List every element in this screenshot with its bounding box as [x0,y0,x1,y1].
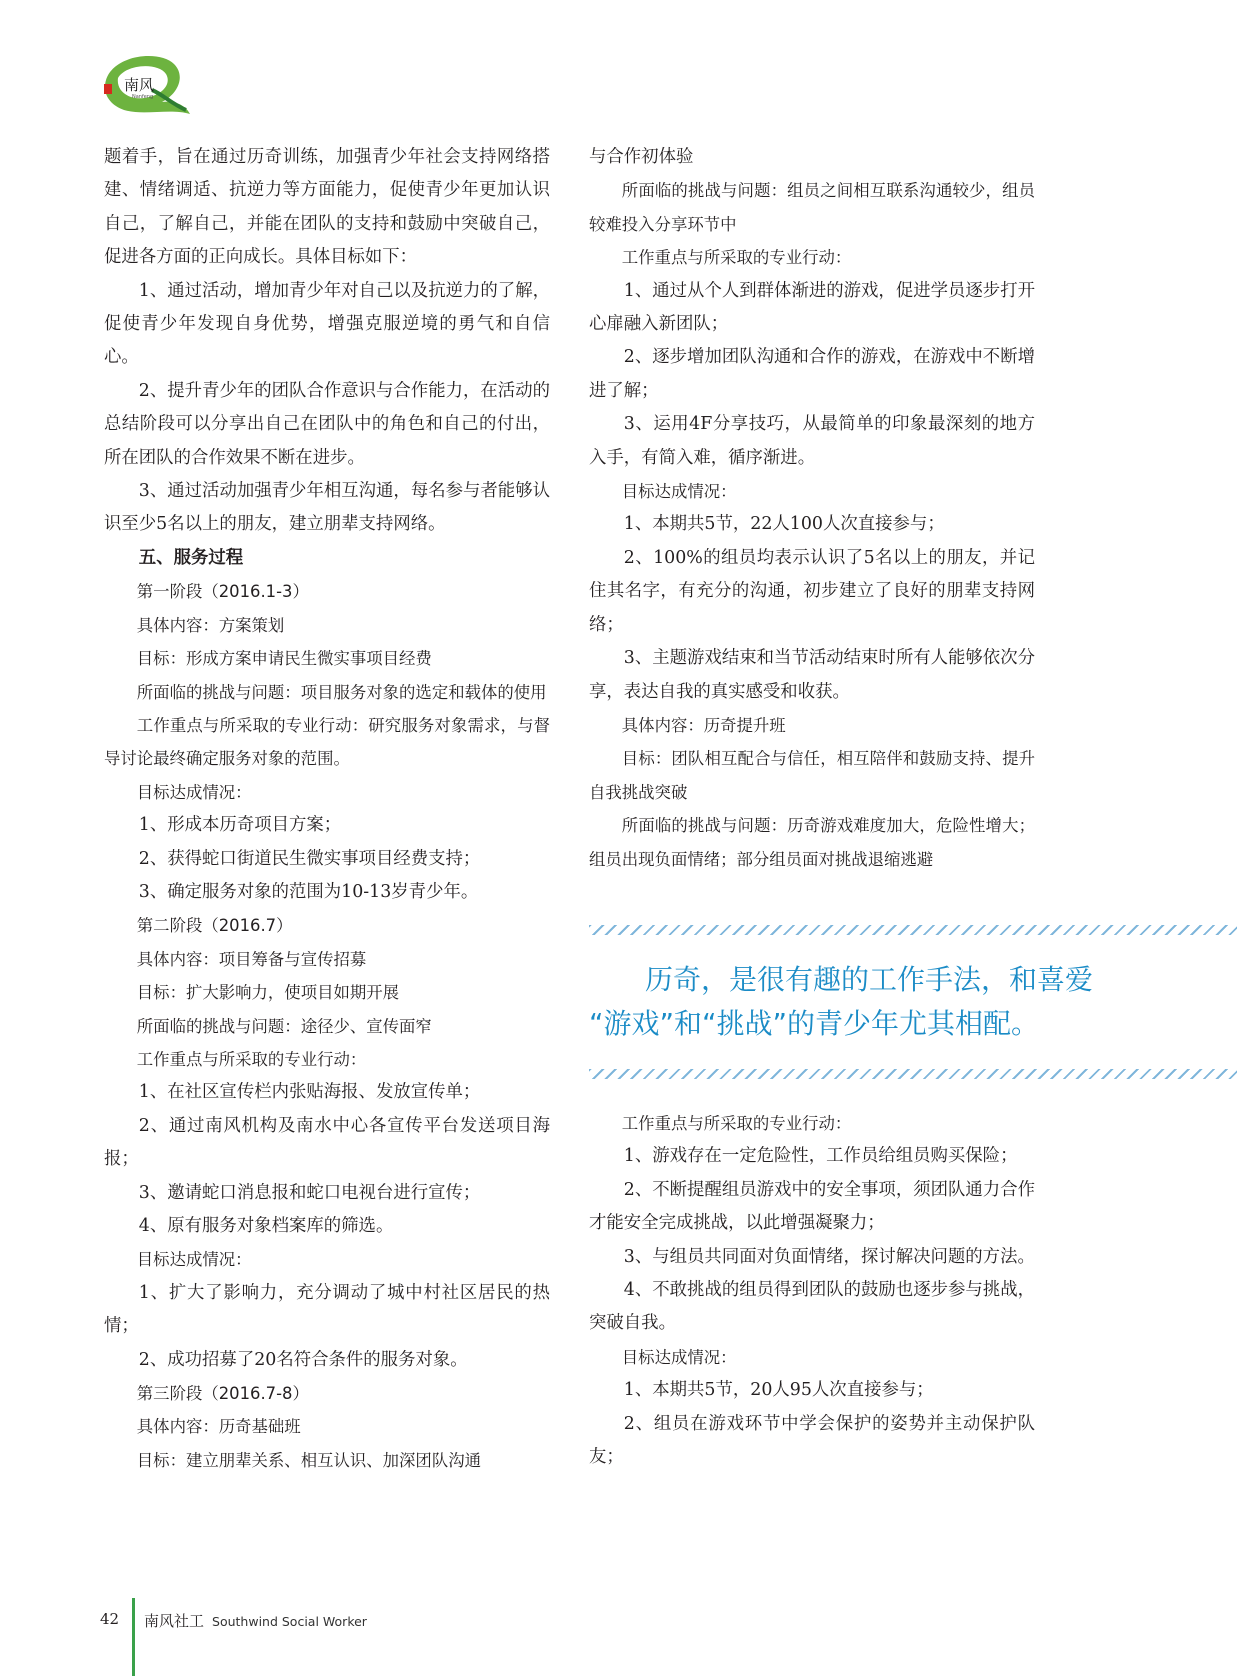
paragraph: 1、本期共5节，20人95人次直接参与； [623,1380,934,1401]
paragraph: 目标达成情况： [136,782,252,802]
right-column-top [589,141,1035,876]
logo-text: 南风 [124,76,155,94]
paragraph: 3、邀请蛇口消息报和蛇口电视台进行宣传； [138,1182,481,1203]
paragraph: 与合作初体验 [589,147,694,167]
journal-name [144,1610,367,1631]
paragraph: 2、逐步增加团队沟通和合作的游戏，在游戏中不断增进了解； [589,347,1035,401]
paragraph: 2、通过南风机构及南水中心各宣传平台发送项目海报； [104,1115,550,1170]
paragraph: 2、提升青少年的团队合作意识与合作能力，在活动的总结阶段可以分享出自己在团队中的角色和自己的付出，所在团队的合作效果不断在进步。 [104,380,550,468]
paragraph: 3、主题游戏结束和当节活动结束时所有人能够依次分享，表达自我的真实感受和收获。 [589,648,1035,702]
paragraph: 1、游戏存在一定危险性，工作员给组员购买保险； [623,1146,1018,1167]
left-column [104,141,550,1477]
paragraph: 工作重点与所采取的专业行动： [621,248,852,268]
paragraph: 所面临的挑战与问题：项目服务对象的选定和载体的使用 [136,682,547,702]
quote-divider-bottom [589,1069,1237,1079]
paragraph: 目标达成情况： [621,1347,737,1367]
magazine-logo [100,50,192,120]
paragraph: 目标达成情况： [621,482,737,502]
paragraph: 具体内容：历奇提升班 [621,715,786,735]
paragraph: 题着手，旨在通过历奇训练，加强青少年社会支持网络搭建、情绪调适、抗逆力等方面能力，促使青少年更加认识自己，了解自己，并能在团队的支持和鼓励中突破自己，促进各方面的正向成长。具体目标如下： [104,147,550,268]
paragraph: 目标：团队相互配合与信任，相互陪伴和鼓励支持、提升自我挑战突破 [589,749,1035,802]
paragraph: 具体内容：历奇基础班 [136,1417,301,1437]
paragraph: 第一阶段（2016.1-3） [136,582,309,602]
paragraph: 1、本期共5节，22人100人次直接参与； [623,514,945,535]
paragraph: 1、形成本历奇项目方案； [138,815,342,836]
paragraph: 工作重点与所采取的专业行动：研究服务对象需求，与督导讨论最终确定服务对象的范围。 [104,715,550,769]
paragraph: 所面临的挑战与问题：组员之间相互联系沟通较少，组员较难投入分享环节中 [589,181,1035,234]
paragraph: 2、组员在游戏环节中学会保护的姿势并主动保护队友； [589,1413,1035,1468]
paragraph: 工作重点与所采取的专业行动： [621,1114,852,1133]
paragraph: 第三阶段（2016.7-8） [136,1384,309,1404]
paragraph: 2、成功招募了20名符合条件的服务对象。 [138,1349,468,1370]
paragraph: 第二阶段（2016.7） [136,916,293,936]
paragraph: 2、100%的组员均表示认识了5名以上的朋友，并记住其名字，有充分的沟通，初步建立了良好的朋辈支持网络； [589,547,1035,635]
paragraph: 3、与组员共同面对负面情绪，探讨解决问题的方法。 [623,1246,1035,1267]
paragraph: 2、获得蛇口街道民生微实事项目经费支持； [138,848,481,869]
paragraph: 4、不敢挑战的组员得到团队的鼓励也逐步参与挑战，突破自我。 [589,1280,1035,1334]
paragraph: 目标：建立朋辈关系、相互认识、加深团队沟通 [136,1450,481,1470]
pull-quote-line-1: 历奇，是很有趣的工作手法，和喜爱 [645,963,1094,996]
paragraph: 所面临的挑战与问题：途径少、宣传面窄 [136,1016,432,1036]
paragraph: 2、不断提醒组员游戏中的安全事项，须团队通力合作才能安全完成挑战，以此增强凝聚力； [589,1179,1035,1234]
paragraph: 3、通过活动加强青少年相互沟通，每名参与者能够认识至少5名以上的朋友，建立朋辈支持网络。 [104,481,550,535]
paragraph: 目标：形成方案申请民生微实事项目经费 [136,649,432,669]
paragraph: 1、通过活动，增加青少年对自己以及抗逆力的了解，促使青少年发现自身优势，增强克服逆境的勇气和自信心。 [104,280,550,368]
logo-subtitle: Nanfeng [132,94,154,100]
pull-quote [589,958,1149,1046]
paragraph: 具体内容：项目筹备与宣传招募 [136,949,367,969]
paragraph: 1、通过从个人到群体渐进的游戏，促进学员逐步打开心扉融入新团队； [589,280,1035,335]
footer-divider-bar [132,1598,135,1676]
paragraph: 具体内容：方案策划 [136,615,285,635]
journal-name-cn: 南风社工 [144,1612,205,1630]
section-heading: 五、服务过程 [138,547,244,568]
quote-divider-top [589,925,1237,935]
right-column-bottom [589,1107,1035,1474]
paragraph: 目标达成情况： [136,1250,252,1270]
paragraph: 3、运用4F分享技巧，从最简单的印象最深刻的地方入手，有简入难，循序渐进。 [589,414,1035,468]
paragraph: 所面临的挑战与问题：历奇游戏难度加大，危险性增大；组员出现负面情绪；部分组员面对挑战退缩逃避 [589,816,1035,869]
paragraph: 1、在社区宣传栏内张贴海报、发放宣传单； [138,1082,481,1103]
paragraph: 3、确定服务对象的范围为10-13岁青少年。 [138,881,479,902]
paragraph: 1、扩大了影响力，充分调动了城中村社区居民的热情； [104,1282,550,1337]
pull-quote-line-2: “游戏”和“挑战”的青少年尤其相配。 [589,1007,1040,1040]
paragraph: 工作重点与所采取的专业行动： [136,1049,367,1069]
journal-name-en: Southwind Social Worker [212,1614,367,1629]
paragraph: 目标：扩大影响力，使项目如期开展 [136,983,400,1003]
page-number: 42 [100,1610,120,1628]
paragraph: 4、原有服务对象档案库的筛选。 [138,1216,394,1236]
